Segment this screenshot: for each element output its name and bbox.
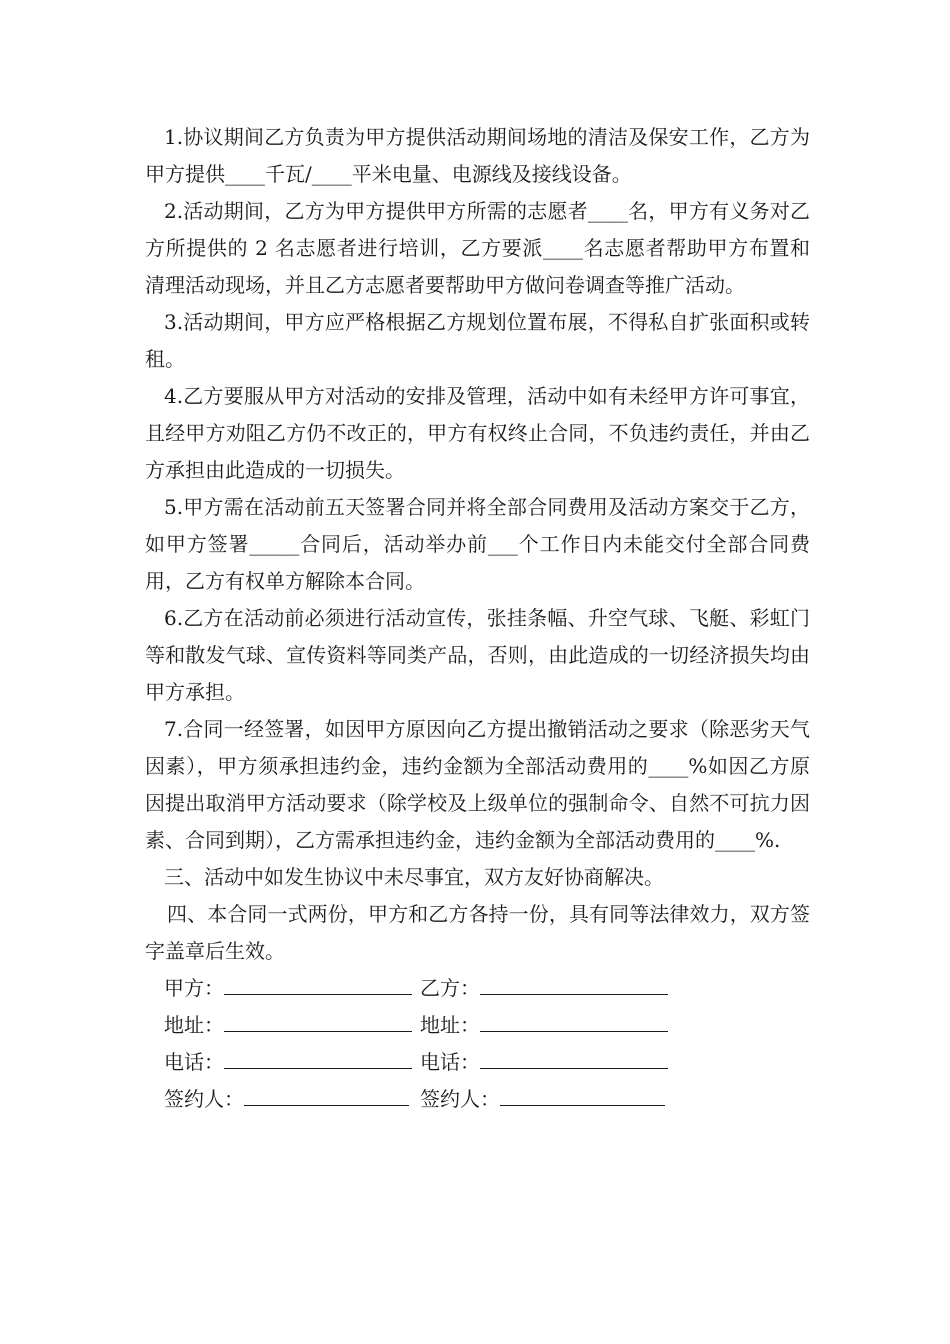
signer-a-line [244,1081,409,1106]
party-b-line [480,970,668,995]
phone-b-label: 电话： [420,1050,480,1074]
address-b-label: 地址： [420,1013,480,1037]
party-b-label: 乙方： [420,976,480,1000]
address-a-line [224,1007,412,1032]
section-four: 四、本合同一式两份，甲方和乙方各持一份，具有同等法律效力，双方签字盖章后生效。 [145,902,810,963]
clause-4: 4.乙方要服从甲方对活动的安排及管理，活动中如有未经甲方许可事宜，且经甲方劝阻乙方仍不改正的，甲方有权终止合同，不负违约责任，并由乙方承担由此造成的一切损失。 [145,384,810,482]
clause-2: 2.活动期间，乙方为甲方提供甲方所需的志愿者____名，甲方有义务对乙方所提供的 2 名志愿者进行培训，乙方要派____名志愿者帮助甲方布置和清理活动现场，并且乙方志愿者要帮助甲方做问卷调查等推广活动。 [145,199,810,297]
party-a-line [224,970,412,995]
signer-b-line [500,1081,665,1106]
clause-7: 7.合同一经签署，如因甲方原因向乙方提出撤销活动之要求（除恶劣天气因素），甲方须承担违约金，违约金额为全部活动费用的____%如因乙方原因提出取消甲方活动要求（除学校及上级单位的强制命令、自然不可抗力因素、合同到期），乙方需承担违约金，违约金额为全部活动费用的____%. [145,717,810,852]
address-a-label: 地址： [164,1013,224,1037]
address-b-line [480,1007,668,1032]
section-three: 三、活动中如发生协议中未尽事宜，双方友好协商解决。 [164,865,664,889]
contract-page [145,119,810,1118]
signature-block [145,970,810,1118]
signer-a-label: 签约人： [164,1087,244,1111]
clause-6: 6.乙方在活动前必须进行活动宣传，张挂条幅、升空气球、飞艇、彩虹门等和散发气球、宣传资料等同类产品，否则，由此造成的一切经济损失均由甲方承担。 [145,606,810,704]
phone-a-line [224,1044,412,1069]
signature-row-signer [145,1081,810,1118]
clause-1: 1.协议期间乙方负责为甲方提供活动期间场地的清洁及保安工作，乙方为甲方提供____千瓦/____平米电量、电源线及接线设备。 [145,125,810,186]
party-a-label: 甲方： [164,976,224,1000]
phone-a-label: 电话： [164,1050,224,1074]
clause-3: 3.活动期间，甲方应严格根据乙方规划位置布展，不得私自扩张面积或转租。 [145,310,810,371]
signature-row-party [145,970,810,1007]
phone-b-line [480,1044,668,1069]
clause-5: 5.甲方需在活动前五天签署合同并将全部合同费用及活动方案交于乙方，如甲方签署_____合同后，活动举办前___个工作日内未能交付全部合同费用，乙方有权单方解除本合同。 [145,495,810,593]
signer-b-label: 签约人： [420,1087,500,1111]
signature-row-address [145,1007,810,1044]
signature-row-phone [145,1044,810,1081]
